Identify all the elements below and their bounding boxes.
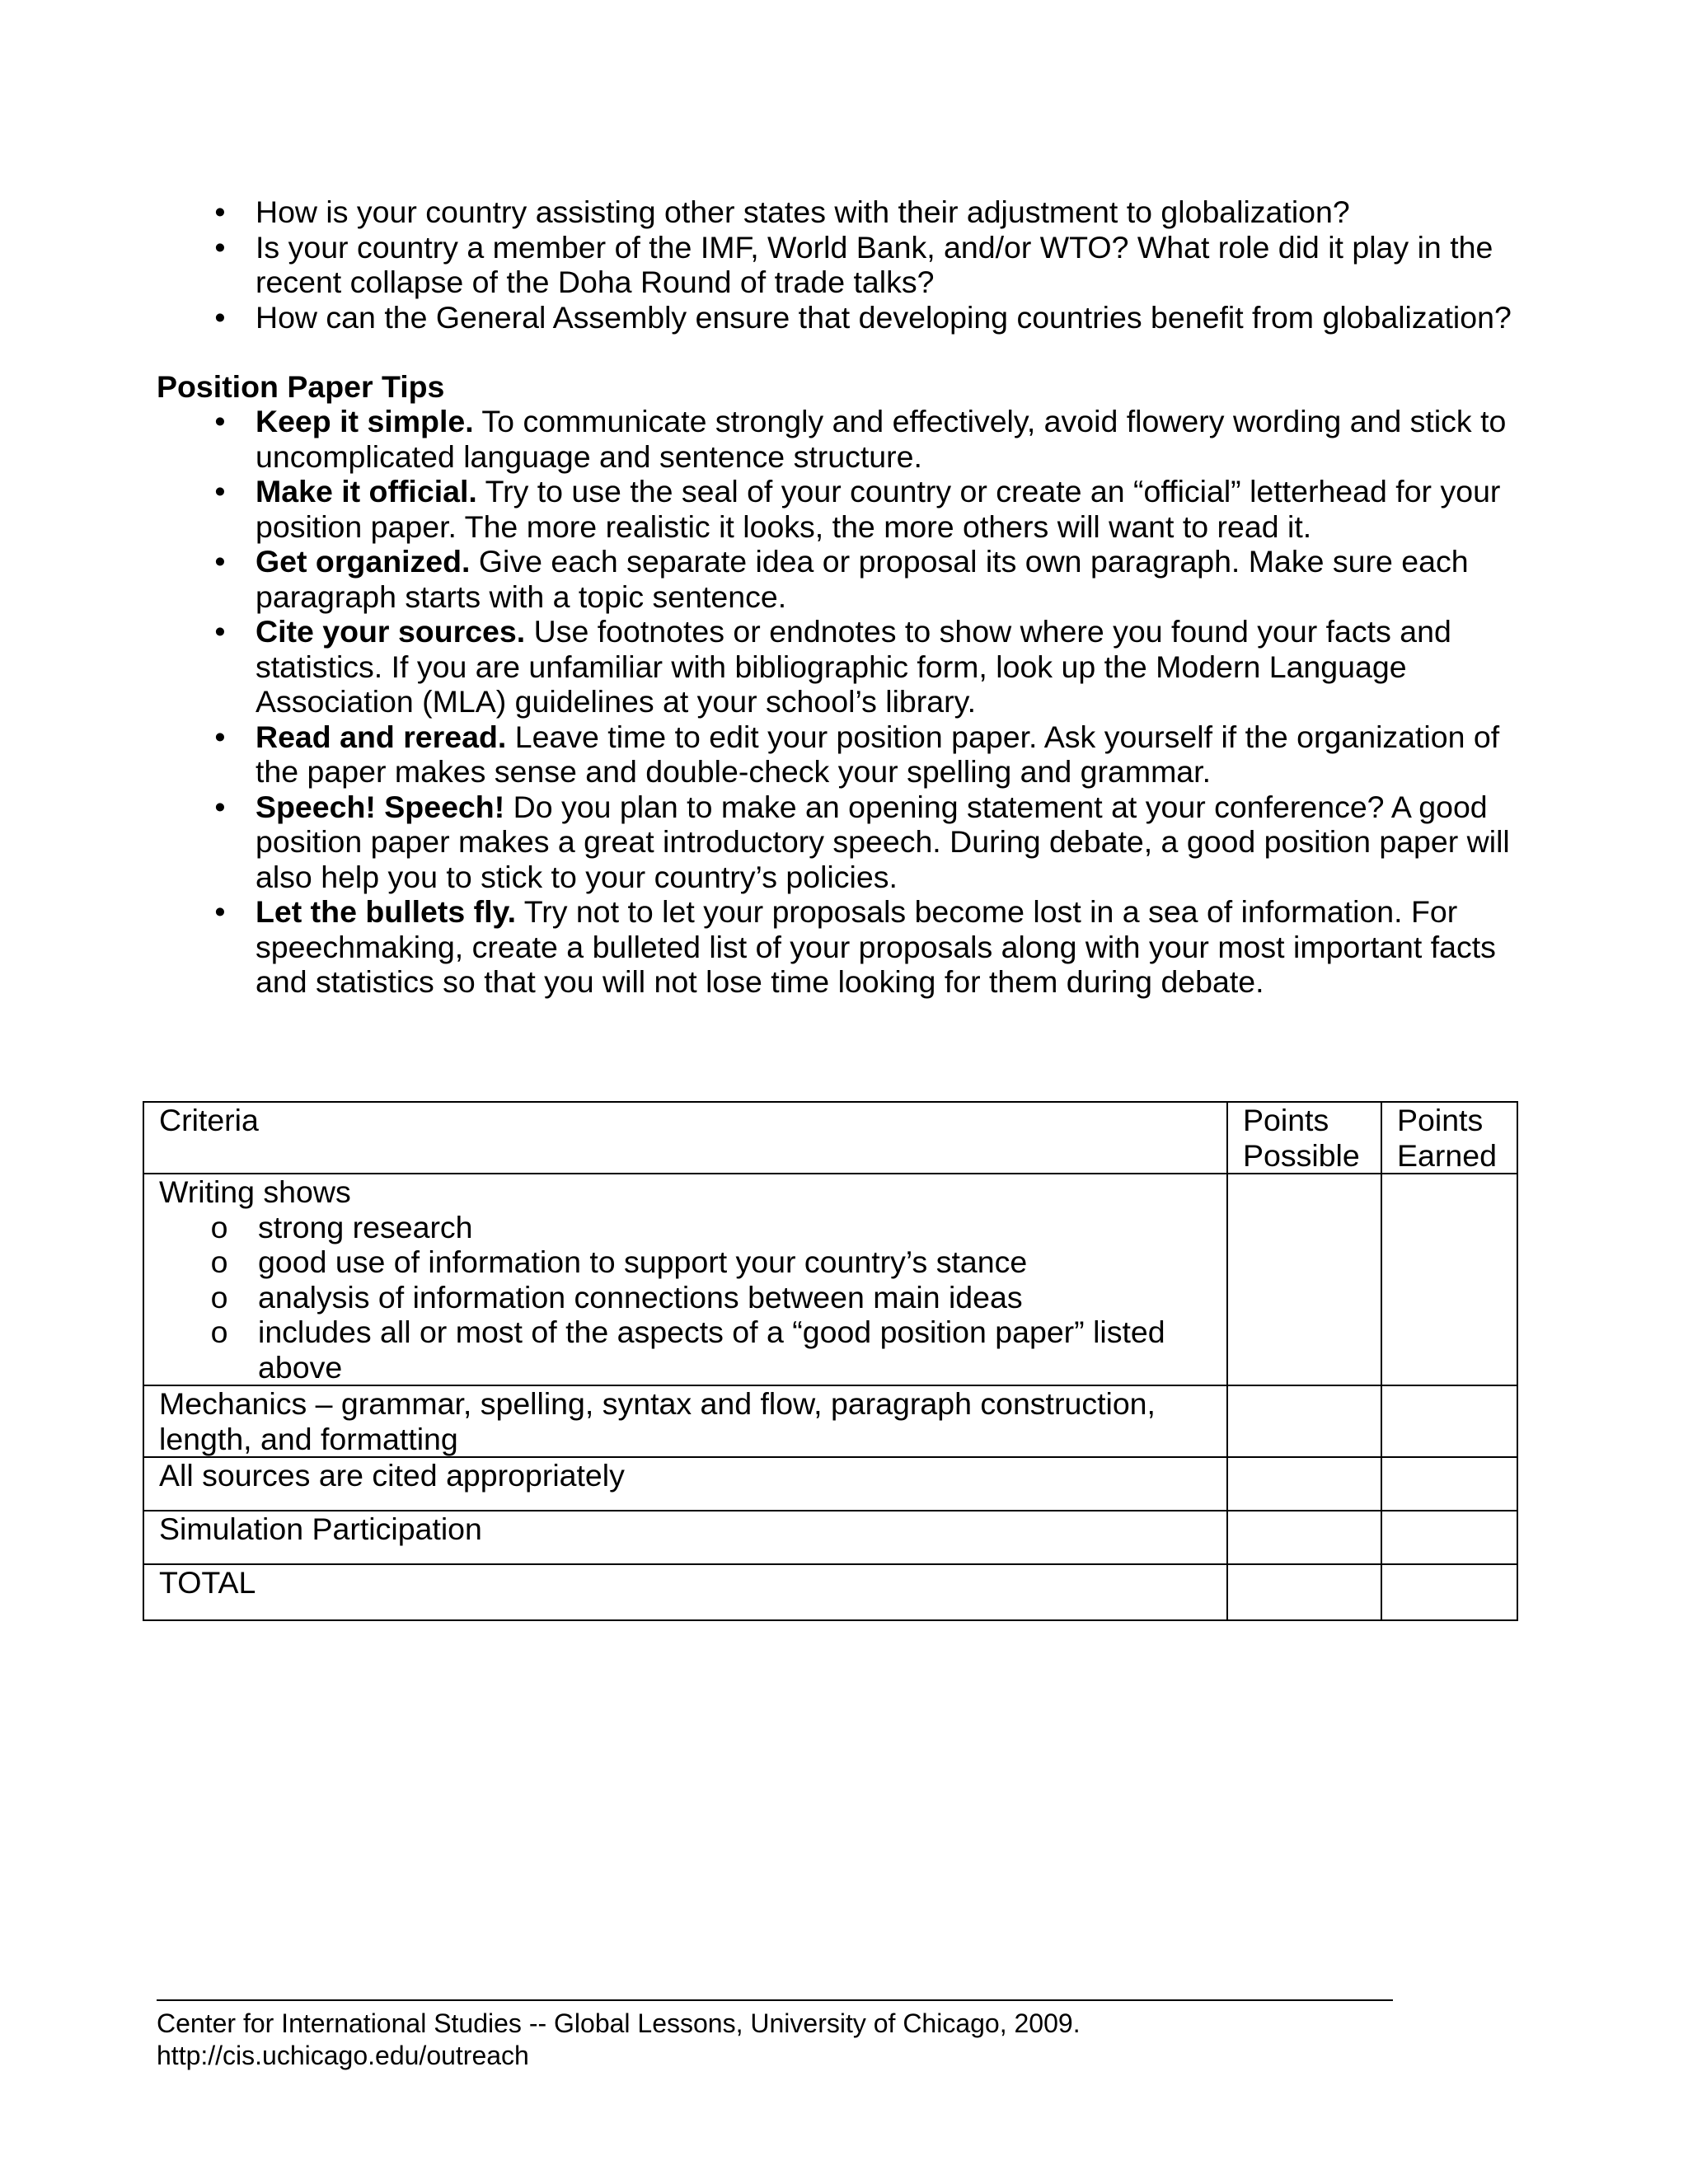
rubric-table xyxy=(143,1101,1518,1621)
points-possible-cell xyxy=(1227,1564,1381,1620)
sub-item xyxy=(159,1210,1212,1245)
sub-item xyxy=(159,1315,1212,1385)
points-earned-cell xyxy=(1381,1174,1517,1385)
circle-bullet-icon: o xyxy=(210,1279,228,1315)
points-possible-cell xyxy=(1227,1385,1381,1457)
circle-bullet-icon: o xyxy=(210,1209,228,1244)
sub-item-text: strong research xyxy=(258,1209,473,1244)
tip-label: Make it official. xyxy=(256,474,477,509)
points-possible-cell xyxy=(1227,1174,1381,1385)
bullet-icon: • xyxy=(214,614,226,649)
table-row xyxy=(143,1564,1517,1620)
bullet-icon: • xyxy=(214,894,226,929)
question-item xyxy=(157,300,1517,335)
points-earned-cell xyxy=(1381,1564,1517,1620)
criteria-cell xyxy=(143,1174,1227,1385)
question-text: Is your country a member of the IMF, World Bank, and/or WTO? What role did it play in the recent collapse of the Doha Round of trade talks? xyxy=(256,229,1493,299)
table-row xyxy=(143,1511,1517,1564)
tip-item xyxy=(157,894,1517,1000)
question-item xyxy=(157,230,1517,300)
question-text: How can the General Assembly ensure that developing countries benefit from globalization? xyxy=(256,299,1512,335)
tip-item xyxy=(157,614,1517,719)
tip-item xyxy=(157,474,1517,544)
sub-item-text: analysis of information connections between main ideas xyxy=(258,1279,1023,1315)
tip-text: Try to use the seal of your country or create an “official” letterhead for your position paper. The more realistic it looks, the more others will want to read it. xyxy=(256,474,1501,544)
sub-item-text: includes all or most of the aspects of a “good position paper” listed above xyxy=(258,1315,1165,1385)
tip-label: Get organized. xyxy=(256,544,471,579)
bullet-icon: • xyxy=(214,474,226,509)
table-row xyxy=(143,1174,1517,1385)
bullet-icon: • xyxy=(214,194,226,229)
criteria-cell: All sources are cited appropriately xyxy=(143,1457,1227,1511)
tip-item xyxy=(157,790,1517,895)
writing-sublist xyxy=(159,1210,1212,1385)
sub-item-text: good use of information to support your country’s stance xyxy=(258,1244,1028,1279)
circle-bullet-icon: o xyxy=(210,1244,228,1279)
criteria-cell: Mechanics – grammar, spelling, syntax and flow, paragraph construction, length, and formatting xyxy=(143,1385,1227,1457)
tip-text: To communicate strongly and effectively, avoid flowery wording and stick to uncomplicated language and sentence structure. xyxy=(256,404,1507,474)
tips-list xyxy=(157,404,1517,1000)
bullet-icon: • xyxy=(214,299,226,335)
tip-label: Let the bullets fly. xyxy=(256,894,517,929)
bullet-icon: • xyxy=(214,789,226,824)
footer xyxy=(157,2008,1081,2072)
header-points-earned: Points Earned xyxy=(1381,1102,1517,1174)
footer-divider xyxy=(157,1999,1393,2001)
footer-citation: Center for International Studies -- Global Lessons, University of Chicago, 2009. xyxy=(157,2008,1081,2038)
tip-text: Use footnotes or endnotes to show where you found your facts and statistics. If you are unfamiliar with bibliographic form, look up the Modern Language Association (MLA) guidelines at your school’s library. xyxy=(256,614,1451,719)
writing-label: Writing shows xyxy=(159,1174,351,1209)
points-earned-cell xyxy=(1381,1385,1517,1457)
sub-item xyxy=(159,1280,1212,1315)
tip-text: Do you plan to make an opening statement at your conference? A good position paper makes a great introductory speech. During debate, a good position paper will also help you to stick to your country’s policies. xyxy=(256,789,1510,894)
tip-item xyxy=(157,719,1517,790)
tip-item xyxy=(157,544,1517,614)
tip-label: Keep it simple. xyxy=(256,404,474,438)
points-possible-cell xyxy=(1227,1511,1381,1564)
points-earned-cell xyxy=(1381,1511,1517,1564)
sub-item xyxy=(159,1244,1212,1280)
bullet-icon: • xyxy=(214,719,226,754)
tip-label: Cite your sources. xyxy=(256,614,526,649)
section-heading: Position Paper Tips xyxy=(157,369,445,404)
criteria-cell: Simulation Participation xyxy=(143,1511,1227,1564)
footer-url: http://cis.uchicago.edu/outreach xyxy=(157,2041,529,2070)
tip-item xyxy=(157,404,1517,474)
table-row xyxy=(143,1385,1517,1457)
tip-label: Speech! Speech! xyxy=(256,789,505,824)
table-header-row xyxy=(143,1102,1517,1174)
bullet-icon: • xyxy=(214,404,226,438)
tip-text: Give each separate idea or proposal its own paragraph. Make sure each paragraph starts with a topic sentence. xyxy=(256,544,1469,614)
question-item xyxy=(157,194,1517,230)
tip-text: Leave time to edit your position paper. Ask yourself if the organization of the paper makes sense and double-check your spelling and grammar. xyxy=(256,719,1500,789)
bullet-icon: • xyxy=(214,544,226,579)
table-row xyxy=(143,1457,1517,1511)
question-list xyxy=(157,194,1517,335)
question-text: How is your country assisting other states with their adjustment to globalization? xyxy=(256,194,1350,229)
circle-bullet-icon: o xyxy=(210,1315,228,1349)
header-criteria: Criteria xyxy=(143,1102,1227,1174)
bullet-icon: • xyxy=(214,229,226,265)
header-points-possible: Points Possible xyxy=(1227,1102,1381,1174)
criteria-cell: TOTAL xyxy=(143,1564,1227,1620)
tip-label: Read and reread. xyxy=(256,719,507,754)
points-possible-cell xyxy=(1227,1457,1381,1511)
points-earned-cell xyxy=(1381,1457,1517,1511)
tip-text: Try not to let your proposals become lost in a sea of information. For speechmaking, create a bulleted list of your proposals along with your most important facts and statistics so that you will not lose time looking for them during debate. xyxy=(256,894,1496,999)
